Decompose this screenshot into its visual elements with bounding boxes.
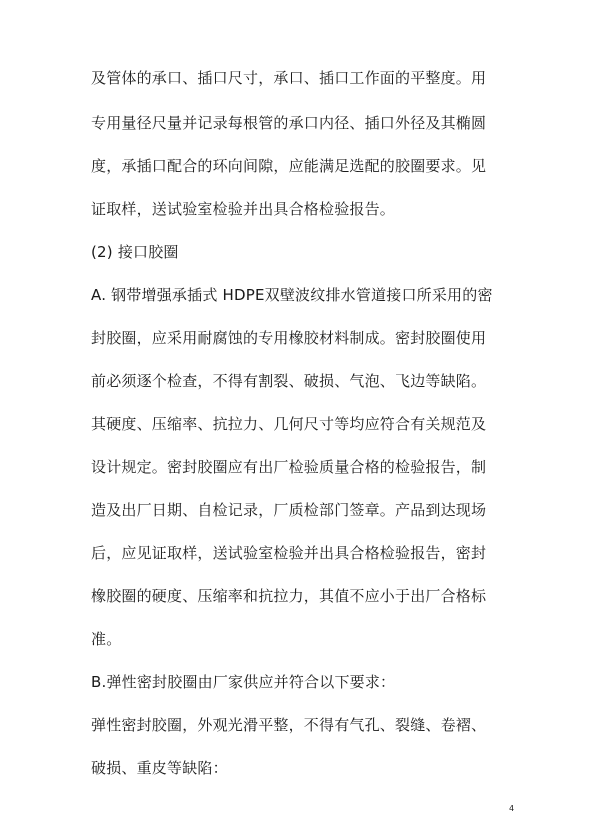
text-line: 前必须逐个检查，不得有割裂、破损、气泡、飞边等缺陷。 bbox=[91, 372, 487, 390]
text-line: 准。 bbox=[91, 630, 122, 648]
text-line: B.弹性密封胶圈由厂家供应并符合以下要求： bbox=[91, 673, 396, 691]
text-line: 破损、重皮等缺陷： bbox=[91, 759, 228, 777]
text-line: 证取样，送试验室检验并出具合格检验报告。 bbox=[91, 200, 396, 218]
text-line: A. 钢带增强承插式 HDPE双壁波纹排水管道接口所采用的密 bbox=[91, 286, 493, 304]
text-line: 造及出厂日期、自检记录，厂质检部门签章。产品到达现场 bbox=[91, 501, 487, 519]
text-line: 度，承插口配合的环向间隙，应能满足选配的胶圈要求。见 bbox=[91, 157, 487, 175]
text-line: 封胶圈，应采用耐腐蚀的专用橡胶材料制成。密封胶圈使用 bbox=[91, 329, 487, 347]
text-line: 弹性密封胶圈，外观光滑平整，不得有气孔、裂缝、卷褶、 bbox=[91, 716, 487, 734]
section-heading: (2) 接口胶圈 bbox=[91, 243, 179, 261]
text-line: 及管体的承口、插口尺寸，承口、插口工作面的平整度。用 bbox=[91, 69, 487, 87]
text-line: 橡胶圈的硬度、压缩率和抗拉力，其值不应小于出厂合格标 bbox=[91, 587, 487, 605]
text-line: 设计规定。密封胶圈应有出厂检验质量合格的检验报告，制 bbox=[91, 458, 487, 476]
text-line: 专用量径尺量并记录每根管的承口内径、插口外径及其椭圆 bbox=[91, 114, 487, 132]
text-line: 后，应见证取样，送试验室检验并出具合格检验报告，密封 bbox=[91, 544, 487, 562]
text-line: 其硬度、压缩率、抗拉力、几何尺寸等均应符合有关规范及 bbox=[91, 415, 487, 433]
page-number: 4 bbox=[509, 804, 515, 813]
